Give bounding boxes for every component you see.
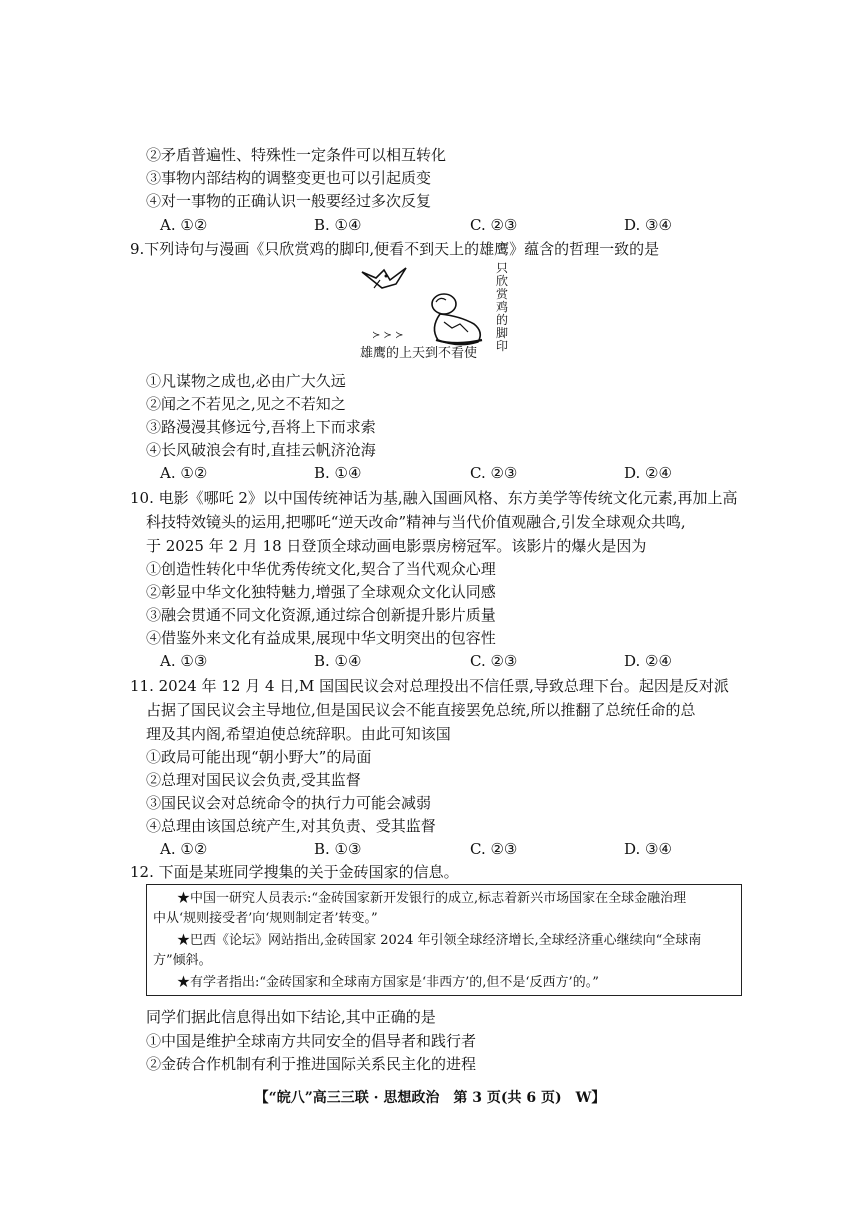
q10-item-2: ②彰显中华文化独特魅力,增强了全球观众文化认同感 xyxy=(146,583,496,601)
q9-stem: 9.下列诗句与漫画《只欣赏鸡的脚印,便看不到天上的雄鹰》蕴含的哲理一致的是 xyxy=(130,240,660,258)
info-line-4: 方”倾斜。 xyxy=(153,953,212,968)
svg-text:≻ ≻ ≻: ≻ ≻ ≻ xyxy=(372,330,404,341)
q8-item-3: ③事物内部结构的调整变更也可以引起质变 xyxy=(146,169,432,187)
q9-item-2: ②闻之不若见之,见之不若知之 xyxy=(146,395,346,413)
q10-stem-line-3: 于 2025 年 2 月 18 日登顶全球动画电影票房榜冠军。该影片的爆火是因为 xyxy=(146,537,647,555)
q8-option-d: D. ③④ xyxy=(624,216,672,234)
q10-item-4: ④借鉴外来文化有益成果,展现中华文明突出的包容性 xyxy=(146,629,496,647)
info-line-1: ★中国一研究人员表示:“金砖国家新开发银行的成立,标志着新兴市场国家在全球金融治理 xyxy=(177,891,687,906)
q8-option-b: B. ①④ xyxy=(314,216,362,234)
q8-item-4: ④对一事物的正确认识一般要经过多次反复 xyxy=(146,192,432,210)
q12-item-2: ②金砖合作机制有利于推进国际关系民主化的进程 xyxy=(146,1055,477,1073)
q11-stem-line-1: 11. 2024 年 12 月 4 日,M 国国民议会对总理投出不信任票,导致总理下台。起因是反对派 xyxy=(130,677,729,695)
q11-item-2: ②总理对国民议会负责,受其监督 xyxy=(146,771,361,789)
q11-option-a: A. ①② xyxy=(160,840,208,858)
q11-option-d: D. ③④ xyxy=(624,840,672,858)
q9-item-4: ④长风破浪会有时,直挂云帆济沧海 xyxy=(146,441,376,459)
q10-option-a: A. ①③ xyxy=(160,652,208,670)
q10-option-d: D. ②④ xyxy=(624,652,672,670)
q11-option-c: C. ②③ xyxy=(470,840,518,858)
q11-item-1: ①政局可能出现“朝小野大”的局面 xyxy=(146,748,372,766)
q9-option-c: C. ②③ xyxy=(470,464,518,482)
q8-option-a: A. ①② xyxy=(160,216,208,234)
q9-option-b: B. ①④ xyxy=(314,464,362,482)
cartoon-image xyxy=(352,258,522,370)
cartoon-caption-vertical: 只欣赏鸡的脚印 xyxy=(496,261,509,353)
q12-info-box xyxy=(146,884,742,996)
q12-after-text: 同学们据此信息得出如下结论,其中正确的是 xyxy=(146,1008,436,1026)
q9-option-d: D. ②④ xyxy=(624,464,672,482)
q9-item-1: ①凡谋物之成也,必由广大久远 xyxy=(146,372,346,390)
q10-stem-line-2: 科技特效镜头的运用,把哪吒“逆天改命”精神与当代价值观融合,引发全球观众共鸣, xyxy=(146,513,686,531)
q12-stem: 12. 下面是某班同学搜集的关于金砖国家的信息。 xyxy=(130,863,459,881)
q10-item-1: ①创造性转化中华优秀传统文化,契合了当代观众心理 xyxy=(146,560,496,578)
q8-option-c: C. ②③ xyxy=(470,216,518,234)
q10-item-3: ③融会贯通不同文化资源,通过综合创新提升影片质量 xyxy=(146,606,496,624)
q10-option-b: B. ①④ xyxy=(314,652,362,670)
q11-stem-line-3: 理及其内阁,希望迫使总统辞职。由此可知该国 xyxy=(146,725,451,743)
info-line-5: ★有学者指出:“金砖国家和全球南方国家是‘非西方’的,但不是‘反西方’的。” xyxy=(177,975,599,990)
q9-option-a: A. ①② xyxy=(160,464,208,482)
q9-item-3: ③路漫漫其修远兮,吾将上下而求索 xyxy=(146,418,376,436)
q10-option-c: C. ②③ xyxy=(470,652,518,670)
q8-item-2: ②矛盾普遍性、特殊性一定条件可以相互转化 xyxy=(146,146,447,164)
q11-item-4: ④总理由该国总统产生,对其负责、受其监督 xyxy=(146,817,436,835)
q12-item-1: ①中国是维护全球南方共同安全的倡导者和践行者 xyxy=(146,1032,477,1050)
q11-item-3: ③国民议会对总统命令的执行力可能会减弱 xyxy=(146,794,432,812)
q10-stem-line-1: 10. 电影《哪吒 2》以中国传统神话为基,融入国画风格、东方美学等传统文化元素,再加上高 xyxy=(130,489,738,507)
q11-stem-line-2: 占据了国民议会主导地位,但是国民议会不能直接罢免总统,所以推翻了总统任命的总 xyxy=(146,701,696,719)
q11-option-b: B. ①③ xyxy=(314,840,362,858)
page-footer: 【“皖八”高三三联 · 思想政治 第 3 页(共 6 页) W】 xyxy=(254,1090,606,1106)
info-line-2: 中从‘规则接受者’向‘规则制定者’转变。” xyxy=(153,911,378,926)
info-line-3: ★巴西《论坛》网站指出,金砖国家 2024 年引领全球经济增长,全球经济重心继续向“全球南 xyxy=(177,933,702,948)
cartoon-caption-bottom: 雄鹰的上天到不看使 xyxy=(360,346,478,361)
